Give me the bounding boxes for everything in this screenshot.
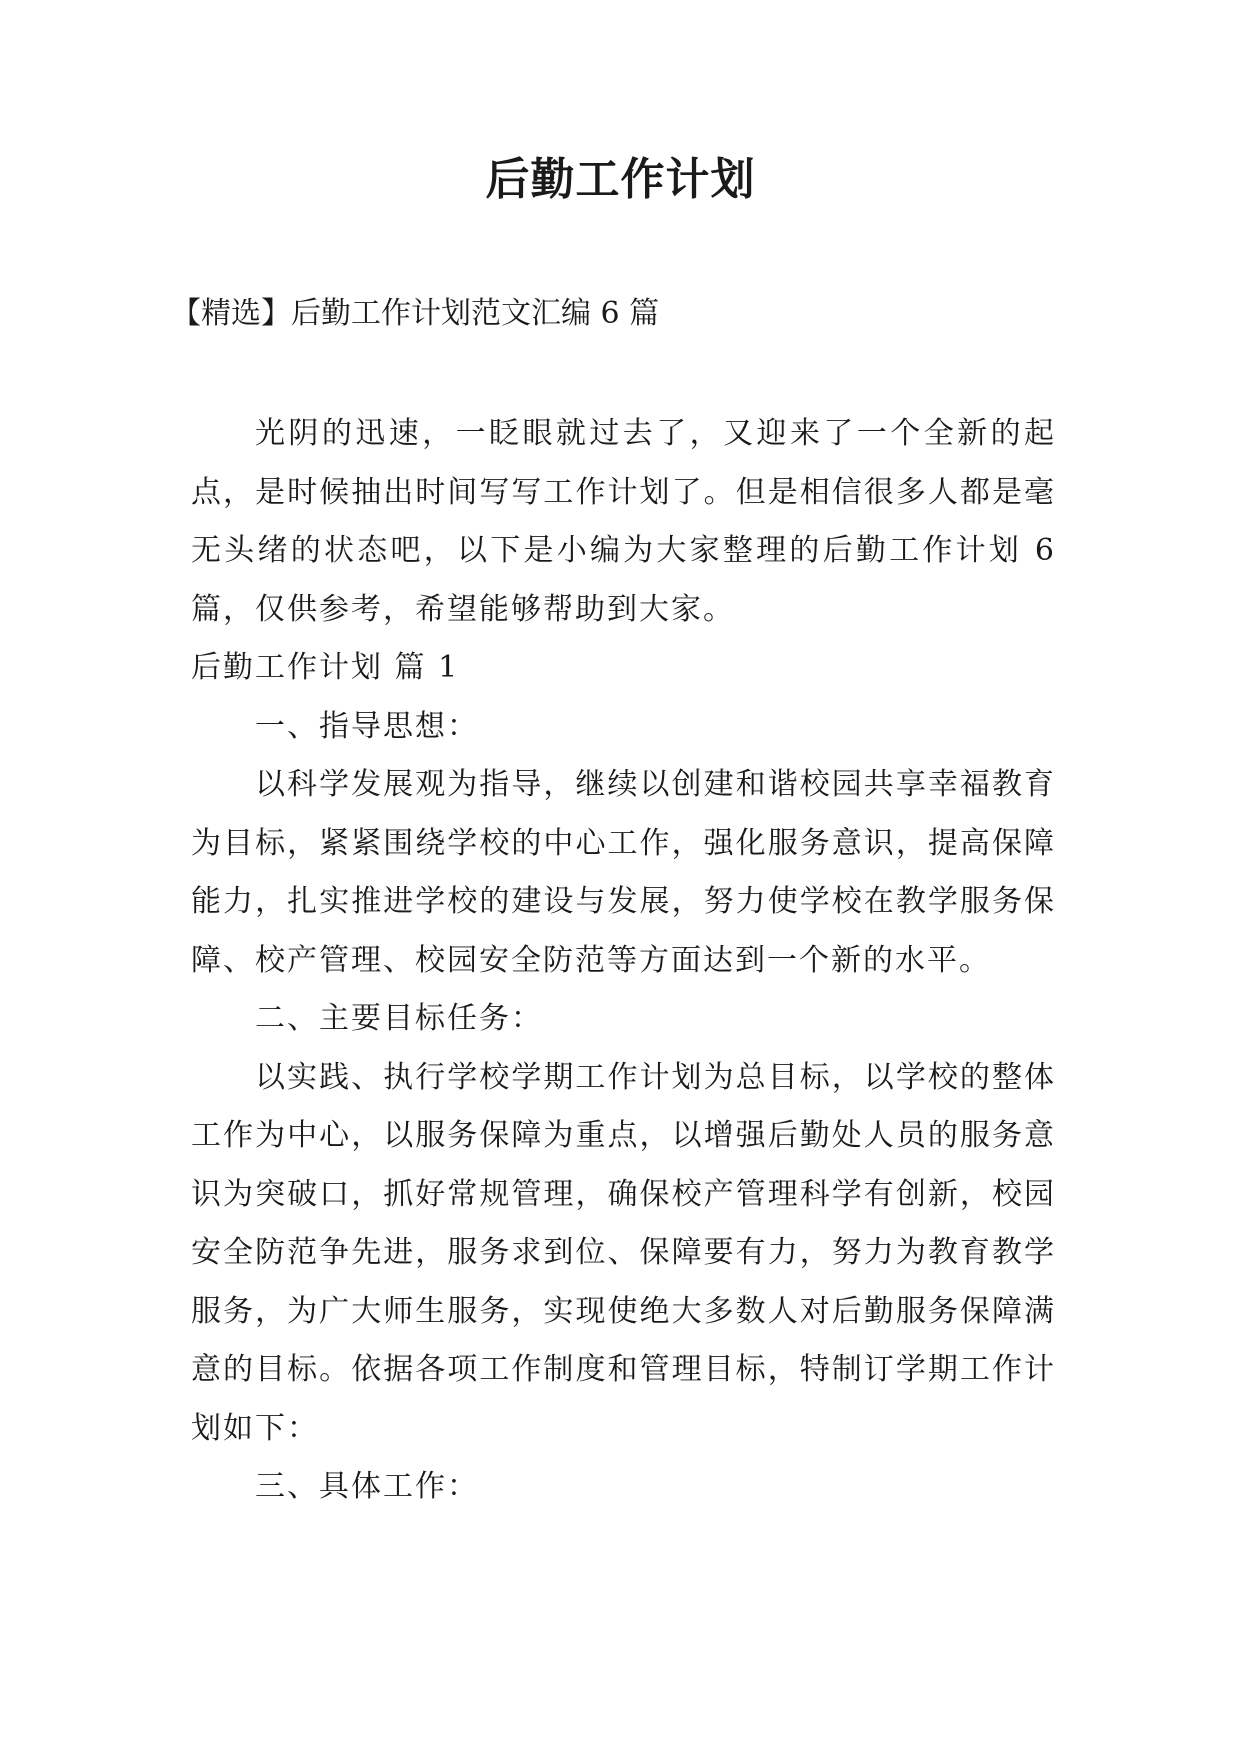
paragraph-main-goals: 以实践、执行学校学期工作计划为总目标，以学校的整体工作为中心，以服务保障为重点，以增强后勤处人员的服务意识为突破口，抓好常规管理，确保校产管理科学有创新，校园安全防范争先进，服务求到位、保障要有力，努力为教育教学服务，为广大师生服务，实现使绝大多数人对后勤服务保障满意的目标。依据各项工作制度和管理目标，特制订学期工作计划如下： <box>191 1059 1056 1446</box>
document-body <box>191 405 1056 1517</box>
intro-paragraph: 光阴的迅速，一眨眼就过去了，又迎来了一个全新的起点，是时候抽出时间写写工作计划了。但是相信很多人都是毫无头绪的状态吧，以下是小编为大家整理的后勤工作计划 6 篇，仅供参考，希望能够帮助到大家。 <box>191 416 1056 627</box>
heading-guiding-ideology: 一、指导思想： <box>255 708 479 744</box>
heading-specific-work: 三、具体工作： <box>255 1469 479 1504</box>
paragraph-guiding-ideology: 以科学发展观为指导，继续以创建和谐校园共享幸福教育为目标，紧紧围绕学校的中心工作，强化服务意识，提高保障能力，扎实推进学校的建设与发展，努力使学校在教学服务保障、校产管理、校园安全防范等方面达到一个新的水平。 <box>191 767 1056 978</box>
document-subtitle: 【精选】后勤工作计划范文汇编 6 篇 <box>171 296 660 331</box>
heading-main-goals: 二、主要目标任务： <box>255 1001 543 1036</box>
section-heading-part-1: 后勤工作计划 篇 1 <box>191 650 460 685</box>
document-title: 后勤工作计划 <box>485 154 756 205</box>
